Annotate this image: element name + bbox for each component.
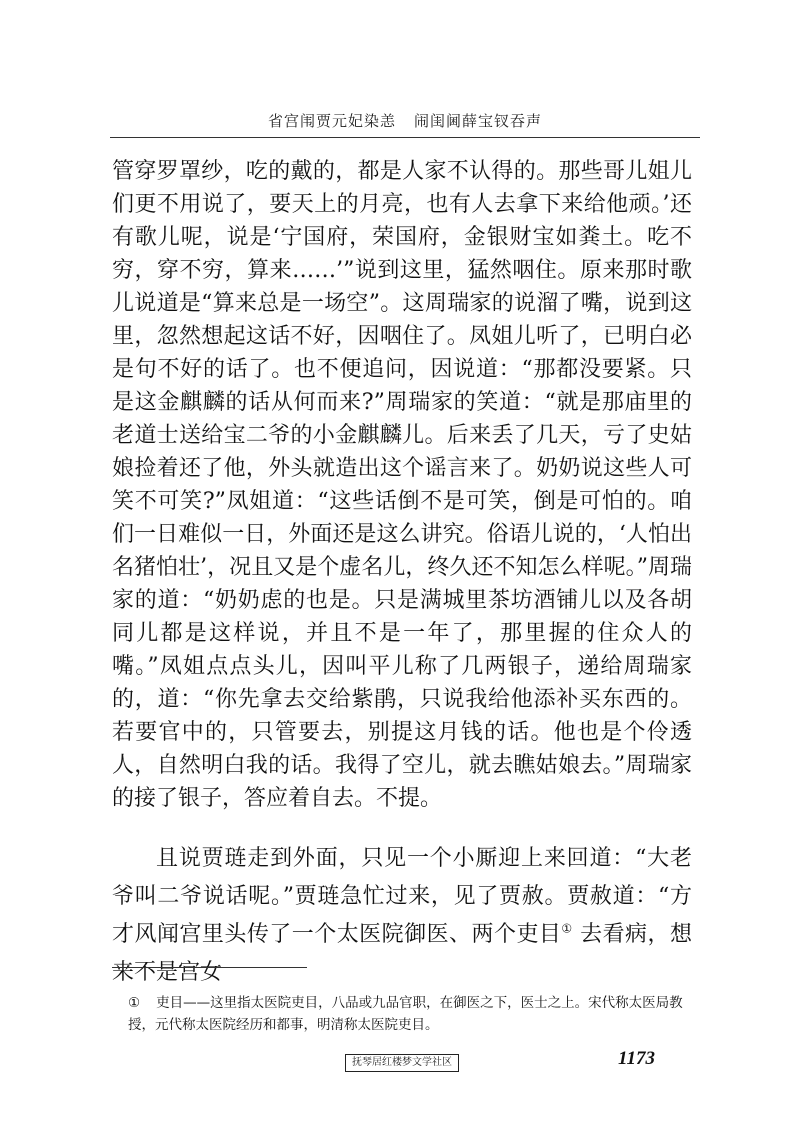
paragraph-2 [112,840,692,992]
footnote-rule [112,967,307,968]
footnote-reference: ① [561,921,573,936]
running-head [110,110,700,131]
footnote-text: 吏目——这里指太医院吏目，八品或九品官职，在御医之下，医士之上。宋代称太医局教授，元代称太医院经历和都事，明清称太医院吏目。 [128,995,683,1033]
paragraph-2-block [112,840,692,992]
paragraph-1: 管穿罗罩纱，吃的戴的，都是人家不认得的。那些哥儿姐儿们更不用说了，要天上的月亮，也有人去拿下来给他顽。’还有歌儿呢，说是‘宁国府，荣国府，金银财宝如粪土。吃不穷，穿不穷，算来……’”说到这里，猛然咽住。原来那时歌儿说道是“算来总是一场空”。这周瑞家的说溜了嘴，说到这里，忽然想起这话不好，因咽住了。凤姐儿听了，已明白必是句不好的话了。也不便追问，因说道：“那都没要紧。只是这金麒麟的话从何而来?”周瑞家的笑道：“就是那庙里的老道士送给宝二爷的小金麒麟儿。后来丢了几天，亏了史姑娘捡着还了他，外头就造出这个谣言来了。奶奶说这些人可笑不可笑?”凤姐道：“这些话倒不是可笑，倒是可怕的。咱们一日难似一日，外面还是这么讲究。俗语儿说的，‘人怕出名猪怕壮’，况且又是个虚名儿，终久还不知怎么样呢。”周瑞家的道：“奶奶虑的也是。只是满城里茶坊酒铺儿以及各胡同儿都是这样说，并且不是一年了，那里握的住众人的嘴。”凤姐点点头儿，因叫平儿称了几两银子，递给周瑞家的，道：“你先拿去交给紫鹃，只说我给他添补买东西的。若要官中的，只管要去，别提这月钱的话。他也是个伶透人，自然明白我的话。我得了空儿，就去瞧姑娘去。”周瑞家的接了银子，答应着自去。不提。 [112,159,692,811]
paragraph-2-text-b: 去看病，想来不是宫女 [112,922,692,985]
header-rule [110,137,700,138]
footnote-mark: ① [128,995,141,1011]
running-head-right-title: 闹闺阃薛宝钗吞声 [414,112,543,130]
page-number: 1173 [618,1048,655,1069]
footnote [128,992,694,1036]
body-text [112,155,692,815]
paragraph-2-text-a: 且说贾琏走到外面，只见一个小厮迎上来回道：“大老爷叫二爷说话呢。”贾琏急忙过来，见了贾赦。贾赦道：“方才风闻宫里头传了一个太医院御医、两个吏目 [112,846,692,947]
watermark-stamp: 抚琴居红楼梦文学社区 [345,1054,459,1072]
running-head-left-title: 省宫闱贾元妃染恙 [267,112,396,130]
